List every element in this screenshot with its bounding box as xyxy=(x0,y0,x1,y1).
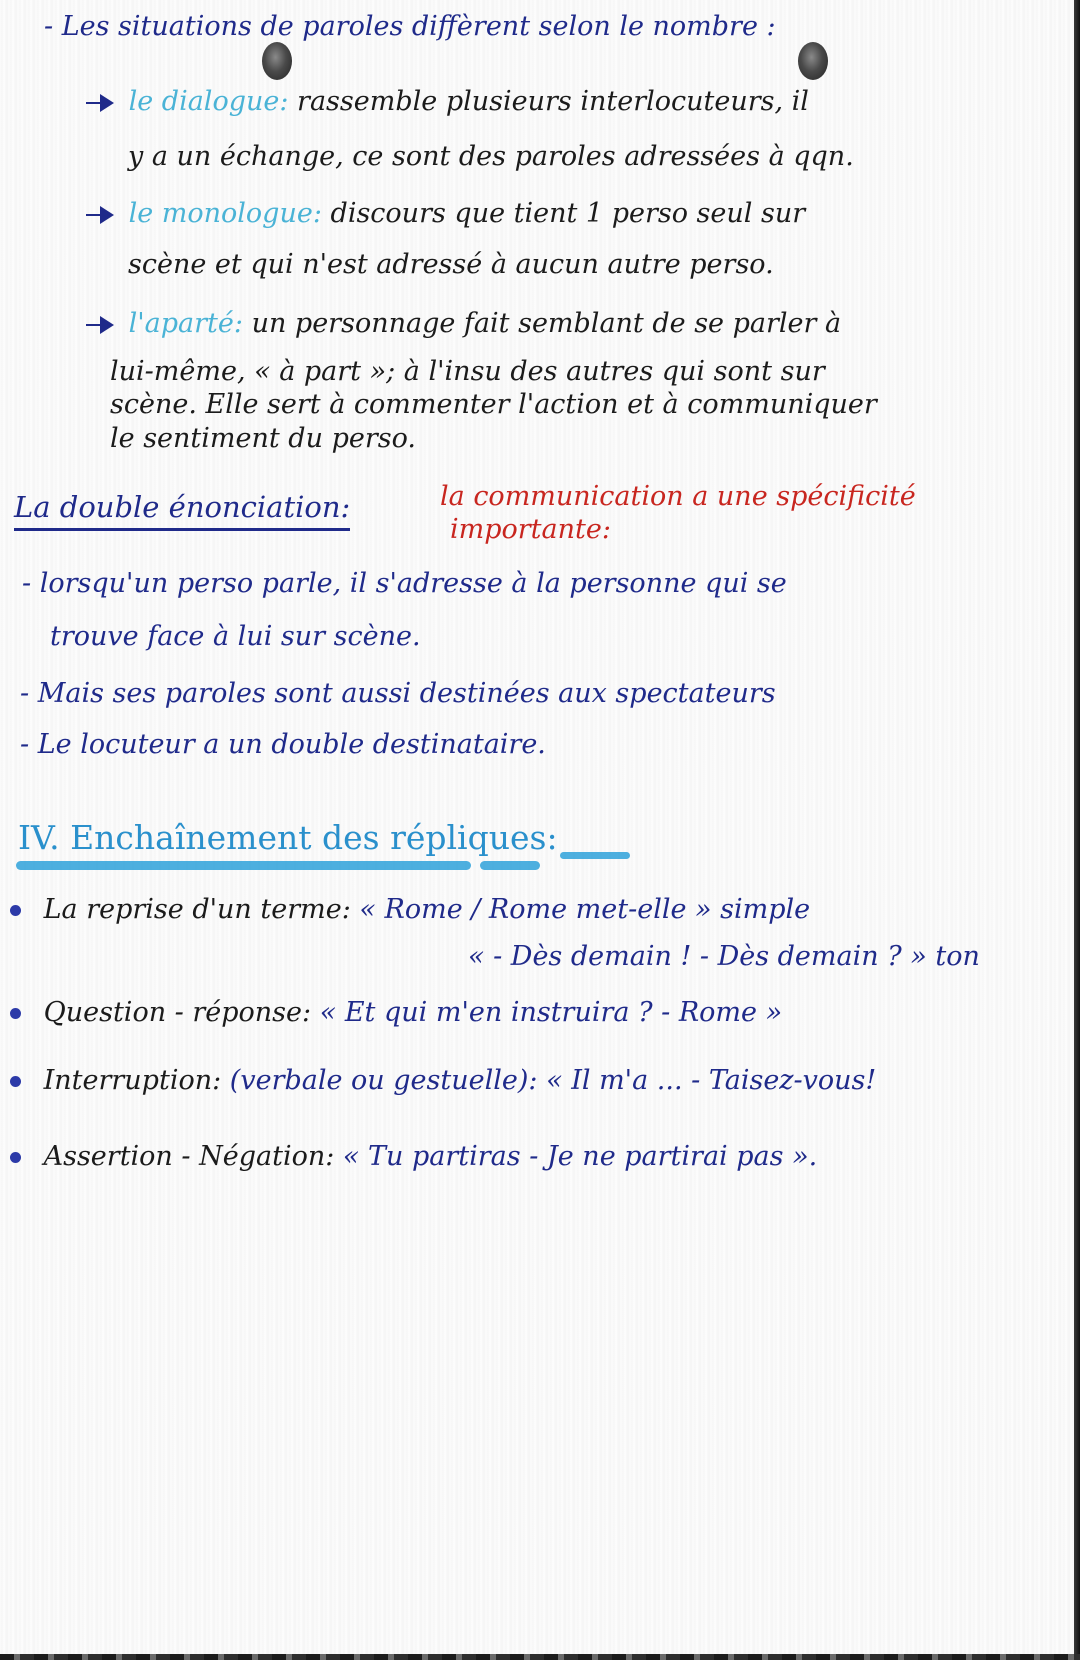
term-monologue: le monologue: xyxy=(128,198,322,229)
item-example: « Il m'a ... - Taisez-vous! xyxy=(546,1065,877,1096)
definition-line: lui-même, « à part »; à l'insu des autres qui sont sur xyxy=(110,356,825,387)
section-title-iv: IV. Enchaînement des répliques: xyxy=(18,818,558,857)
list-item-question-reponse xyxy=(10,996,782,1030)
point-line: - lorsqu'un perso parle, il s'adresse à la personne qui se xyxy=(22,568,787,599)
list-item-interruption xyxy=(10,1064,876,1098)
item-label: La reprise d'un terme: xyxy=(43,894,351,925)
item-label: Question - réponse: xyxy=(43,997,312,1028)
definition-line: scène. Elle sert à commenter l'action et à communiquer xyxy=(110,389,877,420)
binder-hole-left xyxy=(262,42,292,80)
item-qualifier: (verbale ou gestuelle): xyxy=(229,1065,538,1096)
point-line: - Le locuteur a un double destinataire. xyxy=(20,729,546,760)
definition-line: scène et qui n'est adressé à aucun autre perso. xyxy=(128,249,774,280)
definition-line: discours que tient 1 perso seul sur xyxy=(330,198,806,229)
item-example: « Tu partiras - Je ne partirai pas ». xyxy=(342,1141,818,1172)
point-line: - Mais ses paroles sont aussi destinées aux spectateurs xyxy=(20,678,776,709)
item-example: « Et qui m'en instruira ? - Rome » xyxy=(319,997,783,1028)
note-red-line: la communication a une spécificité xyxy=(440,481,916,512)
situation-monologue xyxy=(100,197,805,231)
highlight-underline xyxy=(16,861,471,870)
definition-line: le sentiment du perso. xyxy=(110,423,416,454)
term-dialogue: le dialogue: xyxy=(128,86,289,117)
intro-line: - Les situations de paroles diffèrent selon le nombre : xyxy=(44,11,776,42)
page-edge-shadow xyxy=(1074,0,1080,1660)
arrow-icon xyxy=(100,316,114,334)
list-item-reprise xyxy=(10,893,810,927)
bullet-icon xyxy=(10,1008,21,1019)
situation-aparte xyxy=(100,307,841,341)
bullet-icon xyxy=(10,1152,21,1163)
arrow-icon xyxy=(100,94,114,112)
note-red-line: importante: xyxy=(450,514,611,545)
definition-line: un personnage fait semblant de se parler à xyxy=(251,308,842,339)
term-aparte: l'aparté: xyxy=(128,308,243,339)
item-example: « Rome / Rome met-elle » simple xyxy=(359,894,811,925)
bullet-icon xyxy=(10,905,21,916)
section-title-double-enonciation: La double énonciation: xyxy=(14,490,350,531)
highlight-underline xyxy=(480,861,540,870)
item-label: Assertion - Négation: xyxy=(43,1141,335,1172)
page-bottom-edge xyxy=(0,1654,1080,1660)
definition-line: y a un échange, ce sont des paroles adressées à qqn. xyxy=(128,141,854,172)
item-label: Interruption: xyxy=(43,1065,222,1096)
binder-hole-right xyxy=(798,42,828,80)
definition-line: rassemble plusieurs interlocuteurs, il xyxy=(297,86,809,117)
highlight-underline xyxy=(560,852,630,859)
point-line: trouve face à lui sur scène. xyxy=(50,621,421,652)
arrow-icon xyxy=(100,206,114,224)
situation-dialogue xyxy=(100,85,809,119)
list-item-assertion-negation xyxy=(10,1140,817,1174)
item-example-continued: « - Dès demain ! - Dès demain ? » ton xyxy=(468,941,980,972)
bullet-icon xyxy=(10,1076,21,1087)
